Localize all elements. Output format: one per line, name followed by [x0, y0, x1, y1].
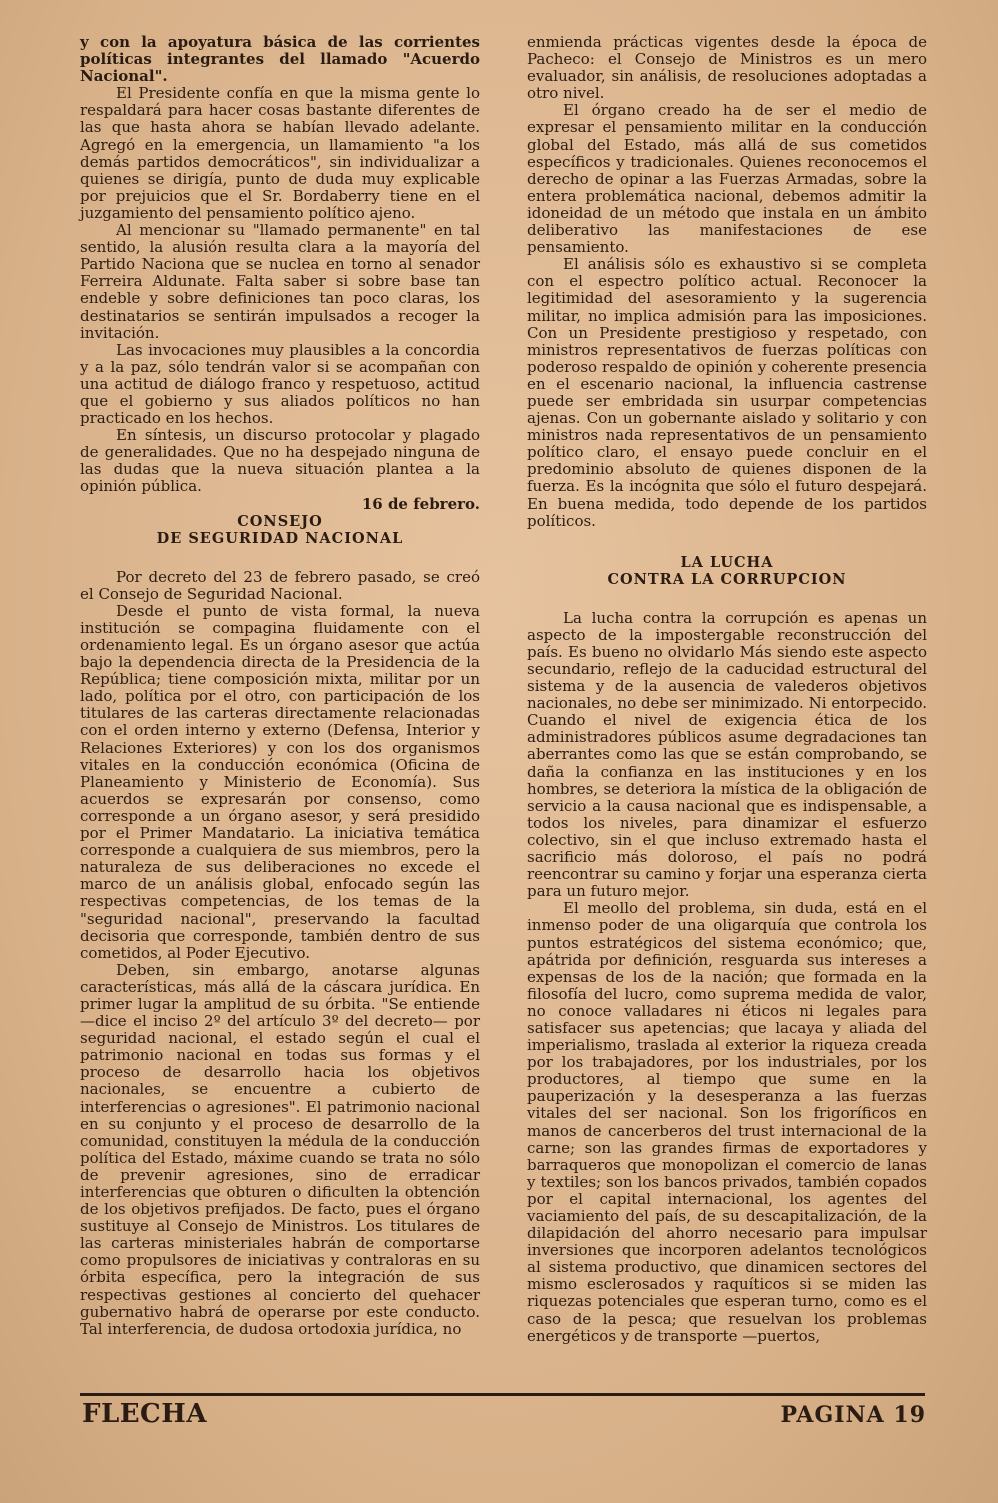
left-paragraph-3: Al mencionar su "llamado permanente" en tal sentido, la alusión resulta clara a la mayoría del Partido Naciona que se nuclea en torno al senador Ferreira Aldunate. Falta saber si sobre base tan endeble y sobre definiciones tan poco claras, los destinatarios se sentirán impulsados a recoger la invitación. — [80, 221, 480, 342]
heading-line: CONSEJO — [237, 512, 323, 530]
right-paragraph-1: enmienda prácticas vigentes desde la época de Pacheco: el Consejo de Ministros es un mero evaluador, sin análisis, de resoluciones adoptadas a otro nivel. — [527, 33, 927, 103]
heading-line: CONTRA LA CORRUPCION — [607, 570, 847, 588]
right-column — [527, 34, 927, 1345]
left-paragraph-7: Desde el punto de vista formal, la nueva institución se compagina fluidamente con el ordenamiento legal. Es un órgano asesor que actúa bajo la dependencia directa de la Presidencia de la República; tiene composición mixta, militar por un lado, política por el otro, con participación de los titulares de las carteras directamente relacionadas con el orden interno y externo (Defensa, Interior y Relaciones Exteriores) y con los dos organismos vitales en la conducción económica (Oficina de Planeamiento y Ministerio de Economía). Sus acuerdos se expresarán por consenso, como corresponde a un órgano asesor, y será presidido por el Primer Mandatario. La iniciativa temática corresponde a cualquiera de sus miembros, pero la naturaleza de sus deliberaciones no excede el marco de un análisis global, enfocado según las respectivas competencias, de los temas de la "seguridad nacional", preservando la facultad decisoria que corresponde, también dentro de sus cometidos, al Poder Ejecutivo. — [80, 601, 480, 962]
left-column — [80, 34, 480, 1338]
left-paragraph-6: Por decreto del 23 de febrero pasado, se creó el Consejo de Seguridad Nacional. — [80, 567, 480, 603]
heading-line: LA LUCHA — [680, 553, 774, 571]
left-paragraph-1: y con la apoyatura básica de las corrientes políticas integrantes del llamado "Acuerdo Nacional". — [80, 33, 480, 86]
right-paragraph-4: La lucha contra la corrupción es apenas un aspecto de la impostergable reconstrucción del país. Es bueno no olvidarlo Más siendo este aspecto secundario, reflejo de la caducidad estructural del sistema y de la ausencia de valederos objetivos nacionales, no debe ser minimizado. Ni entorpecido. Cuando el nivel de exigencia ética de los administradores públicos asume degradaciones tan aberrantes como las que se están comprobando, se daña la confianza en las instituciones y en los hombres, se deteriora la mística de la obligación de servicio a la causa nacional que es indispensable, a todos los niveles, para dinamizar el esfuerzo colectivo, sin el que incluso extremado hasta el sacrificio más doloroso, el país no podrá reencontrar su camino y forjar una esperanza cierta para un futuro mejor. — [527, 608, 927, 901]
left-paragraph-8: Deben, sin embargo, anotarse algunas características, más allá de la cáscara jurídica. En primer lugar la amplitud de su órbita. "Se entiende —dice el inciso 2º del artículo 3º del decreto— por seguridad nacional, el estado según el cual el patrimonio nacional en todas sus formas y el proceso de desarrollo hacia los objetivos nacionales, se encuentre a cubierto de interferencias o agresiones". El patrimonio nacional en su conjunto y el proceso de desarrollo de la comunidad, constituyen la médula de la conducción política del Estado, máxime cuando se trata no sólo de prevenir agresiones, sino de erradicar interferencias que obturen o dificulten la obtención de los objetivos prefijados. De facto, pues el órgano sustituye al Consejo de Ministros. Los titulares de las carteras ministeriales habrán de comportarse como propulsores de iniciativas y contraloras en su órbita específica, pero la integración de sus respectivas gestiones al concierto del quehacer gubernativo habrá de operarse por este conducto. Tal interferencia, de dudosa ortodoxia jurídica, no — [80, 960, 480, 1338]
article-date: 16 de febrero. — [361, 494, 480, 513]
publication-name: FLECHA — [82, 1399, 207, 1429]
section-heading-lucha — [527, 554, 927, 588]
page-number: PAGINA 19 — [780, 1402, 926, 1428]
heading-line: DE SEGURIDAD NACIONAL — [156, 529, 404, 547]
right-paragraph-5: El meollo del problema, sin duda, está en el inmenso poder de una oligarquía que controla los puntos estratégicos del sistema económico; que, apátrida por definición, resguarda sus intereses a expensas de los de la nación; que formada en la filosofía del lucro, como suprema medida de valor, no conoce valladares ni éticos ni legales para satisfacer sus apetencias; que lacaya y aliada del imperialismo, traslada al exterior la riqueza creada por los trabajadores, por los industriales, por los productores, al tiempo que sume en la pauperización y la desesperanza a las fuerzas vitales del ser nacional. Son los frigoríficos en manos de cancerberos del trust internacional de la carne; son las grandes firmas de exportadores y barraqueros que monopolizan el comercio de lanas y textiles; son los bancos privados, también copados por el capital internacional, los agentes del vaciamiento del país, de su descapitalización, de la dilapidación del ahorro necesario para impulsar inversiones que incorporen adelantos tecnológicos al sistema productivo, que dinamicen sectores del mismo esclerosados y raquíticos si se miden las riquezas potenciales que esperan turno, como es el caso de la pesca; que resuelvan los problemas energéticos y de transporte —puertos, — [527, 899, 927, 1345]
right-paragraph-3: El análisis sólo es exhaustivo si se completa con el espectro político actual. Reconocer la legitimidad del asesoramiento y la sugerencia militar, no implica admisión para las imposiciones. Con un Presidente prestigioso y respetado, con ministros representativos de fuerzas políticas con poderoso respaldo de opinión y coherente presencia en el escenario nacional, la influencia castrense puede ser embridada sin usurpar competencias ajenas. Con un gobernante aislado y solitario y con ministros nada representativos de un pensamiento político claro, el ensayo puede concluir en el predominio absoluto de quienes disponen de la fuerza. Es la incógnita que sólo el futuro despejará. En buena medida, todo depende de los partidos políticos. — [527, 255, 927, 530]
right-paragraph-2: El órgano creado ha de ser el medio de expresar el pensamiento militar en la conducción global del Estado, más allá de sus cometidos específicos y tradicionales. Quienes reconocemos el derecho de opinar a las Fuerzas Armadas, sobre la entera problemática nacional, debemos admitir la idoneidad de un método que instala en un ámbito deliberativo las manifestaciones de ese pensamiento. — [527, 101, 927, 257]
left-paragraph-5: En síntesis, un discurso protocolar y plagado de generalidades. Que no ha despejado ninguna de las dudas que la nueva situación plantea a la opinión pública. — [80, 426, 480, 496]
footer-rule — [80, 1393, 925, 1396]
left-paragraph-2: El Presidente confía en que la misma gente lo respaldará para hacer cosas bastante diferentes de las que hasta ahora se habían llevado adelante. Agregó en la emergencia, un llamamiento "a los demás partidos democráticos", sin individualizar a quienes se dirigía, punto de duda muy explicable por prejuicios que el Sr. Bordaberry tiene en el juzgamiento del pensamiento político ajeno. — [80, 84, 480, 222]
section-heading-consejo — [80, 513, 480, 547]
left-paragraph-4: Las invocaciones muy plausibles a la concordia y a la paz, sólo tendrán valor si se acompañan con una actitud de diálogo franco y respetuoso, actitud que el gobierno y sus aliados políticos no han practicado en los hechos. — [80, 340, 480, 428]
